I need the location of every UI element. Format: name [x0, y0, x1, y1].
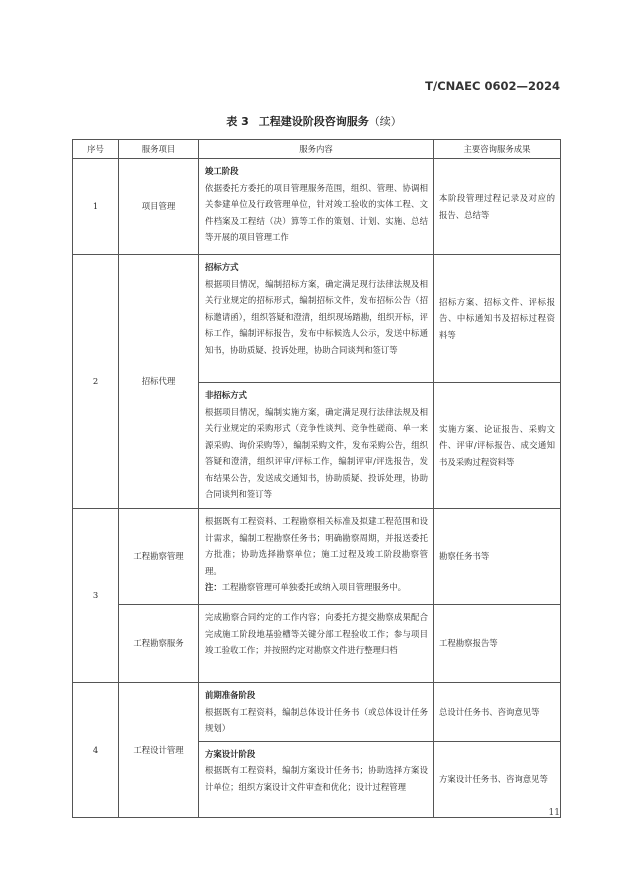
page-number: 11 [548, 808, 560, 818]
service-item: 工程勘察服务 [119, 605, 199, 683]
content-text: 完成勘察合同约定的工作内容；向委托方提交勘察成果配合完成施工阶段地基验槽等关键分部工程验收工作；参与项目竣工验收工作；并按照约定对勘察文件进行整理归档 [205, 612, 428, 655]
service-item: 项目管理 [119, 159, 199, 255]
service-item: 工程勘察管理 [119, 509, 199, 605]
content-text: 根据项目情况，编制实施方案，确定满足现行法律法规及相关行业规定的采购形式（竞争性谈判、竞争性磋商、单一来源采购、询价采购等），编制采购文件，发布采购公告，组织答疑和澄清，组织评审/评标工作，编制评审/评选报告，发布结果公告，发送成交通知书，协助质疑、投诉处理，协助合同谈判和签订等 [205, 406, 428, 499]
service-result: 招标方案、招标文件、评标报告、中标通知书及招标过程资料等 [434, 255, 561, 383]
row-no: 3 [73, 509, 119, 683]
col-header-result: 主要咨询服务成果 [434, 140, 561, 159]
table-row [73, 509, 561, 605]
content-text: 根据既有工程资料、工程勘察相关标准及拟建工程范围和设计需求，编制工程勘察任务书；明确勘察周期，并报送委托方批准；协助选择勘察单位；施工过程及竣工阶段勘察管理。 [205, 516, 428, 576]
service-content [199, 605, 434, 683]
service-content [199, 741, 434, 817]
service-content [199, 383, 434, 509]
service-content [199, 255, 434, 383]
col-header-no: 序号 [73, 140, 119, 159]
row-no: 2 [73, 255, 119, 509]
phase-label: 前期准备阶段 [205, 690, 256, 700]
table-row [73, 159, 561, 255]
phase-label: 方案设计阶段 [205, 748, 256, 759]
table-header-row [73, 140, 561, 159]
services-table [72, 139, 561, 818]
table-title-suffix: （续） [368, 115, 402, 128]
standard-code: T/CNAEC 0602—2024 [425, 79, 560, 93]
service-content [199, 509, 434, 605]
phase-label: 招标方式 [205, 262, 239, 272]
content-text: 根据项目情况，编制招标方案，确定满足现行法律法规及相关行业规定的招标形式，编制招标文件，发布招标公告（招标邀请函），组织答疑和澄清，组织现场踏勘，组织开标，评标工作，编制评标报告，发布中标候选人公示，发送中标通知书，协助质疑、投诉处理，协助合同谈判和签订等 [205, 278, 428, 355]
phase-label: 非招标方式 [205, 390, 247, 400]
content-text: 依据委托方委托的项目管理服务范围，组织、管理、协调相关参建单位及行政管理单位，针对竣工验收的实体工程、文件档案及工程结（决）算等工作的策划、计划、实施、总结等开展的项目管理工作 [205, 182, 428, 242]
table-row [73, 683, 561, 742]
service-result: 本阶段管理过程记录及对应的报告、总结等 [434, 159, 561, 255]
content-text: 根据既有工程资料，编制方案设计任务书；协助选择方案设计单位；组织方案设计文件审查和优化；设计过程管理 [205, 765, 428, 792]
note [205, 582, 406, 592]
service-result: 工程勘察报告等 [434, 605, 561, 683]
service-content [199, 683, 434, 742]
note-label: 注： [205, 582, 222, 592]
table-row [73, 605, 561, 683]
row-no: 4 [73, 683, 119, 818]
note-text: 工程勘察管理可单独委托或纳入项目管理服务中。 [221, 582, 406, 592]
phase-label: 竣工阶段 [205, 166, 239, 176]
service-result: 实施方案、论证报告、采购文件、评审/评标报告、成交通知书及采购过程资料等 [434, 383, 561, 509]
table-title-text: 工程建设阶段咨询服务 [258, 115, 369, 128]
service-item: 工程设计管理 [119, 683, 199, 818]
col-header-item: 服务项目 [119, 140, 199, 159]
table-row [73, 255, 561, 383]
content-text: 根据既有工程资料，编制总体设计任务书（或总体设计任务规划） [205, 706, 428, 733]
service-result: 总设计任务书、咨询意见等 [434, 683, 561, 742]
service-result: 方案设计任务书、咨询意见等 [434, 741, 561, 817]
service-content [199, 159, 434, 255]
row-no: 1 [73, 159, 119, 255]
table-title [0, 113, 628, 129]
service-item: 招标代理 [119, 255, 199, 509]
table-number: 表 3 [226, 115, 249, 128]
service-result: 勘察任务书等 [434, 509, 561, 605]
col-header-content: 服务内容 [199, 140, 434, 159]
